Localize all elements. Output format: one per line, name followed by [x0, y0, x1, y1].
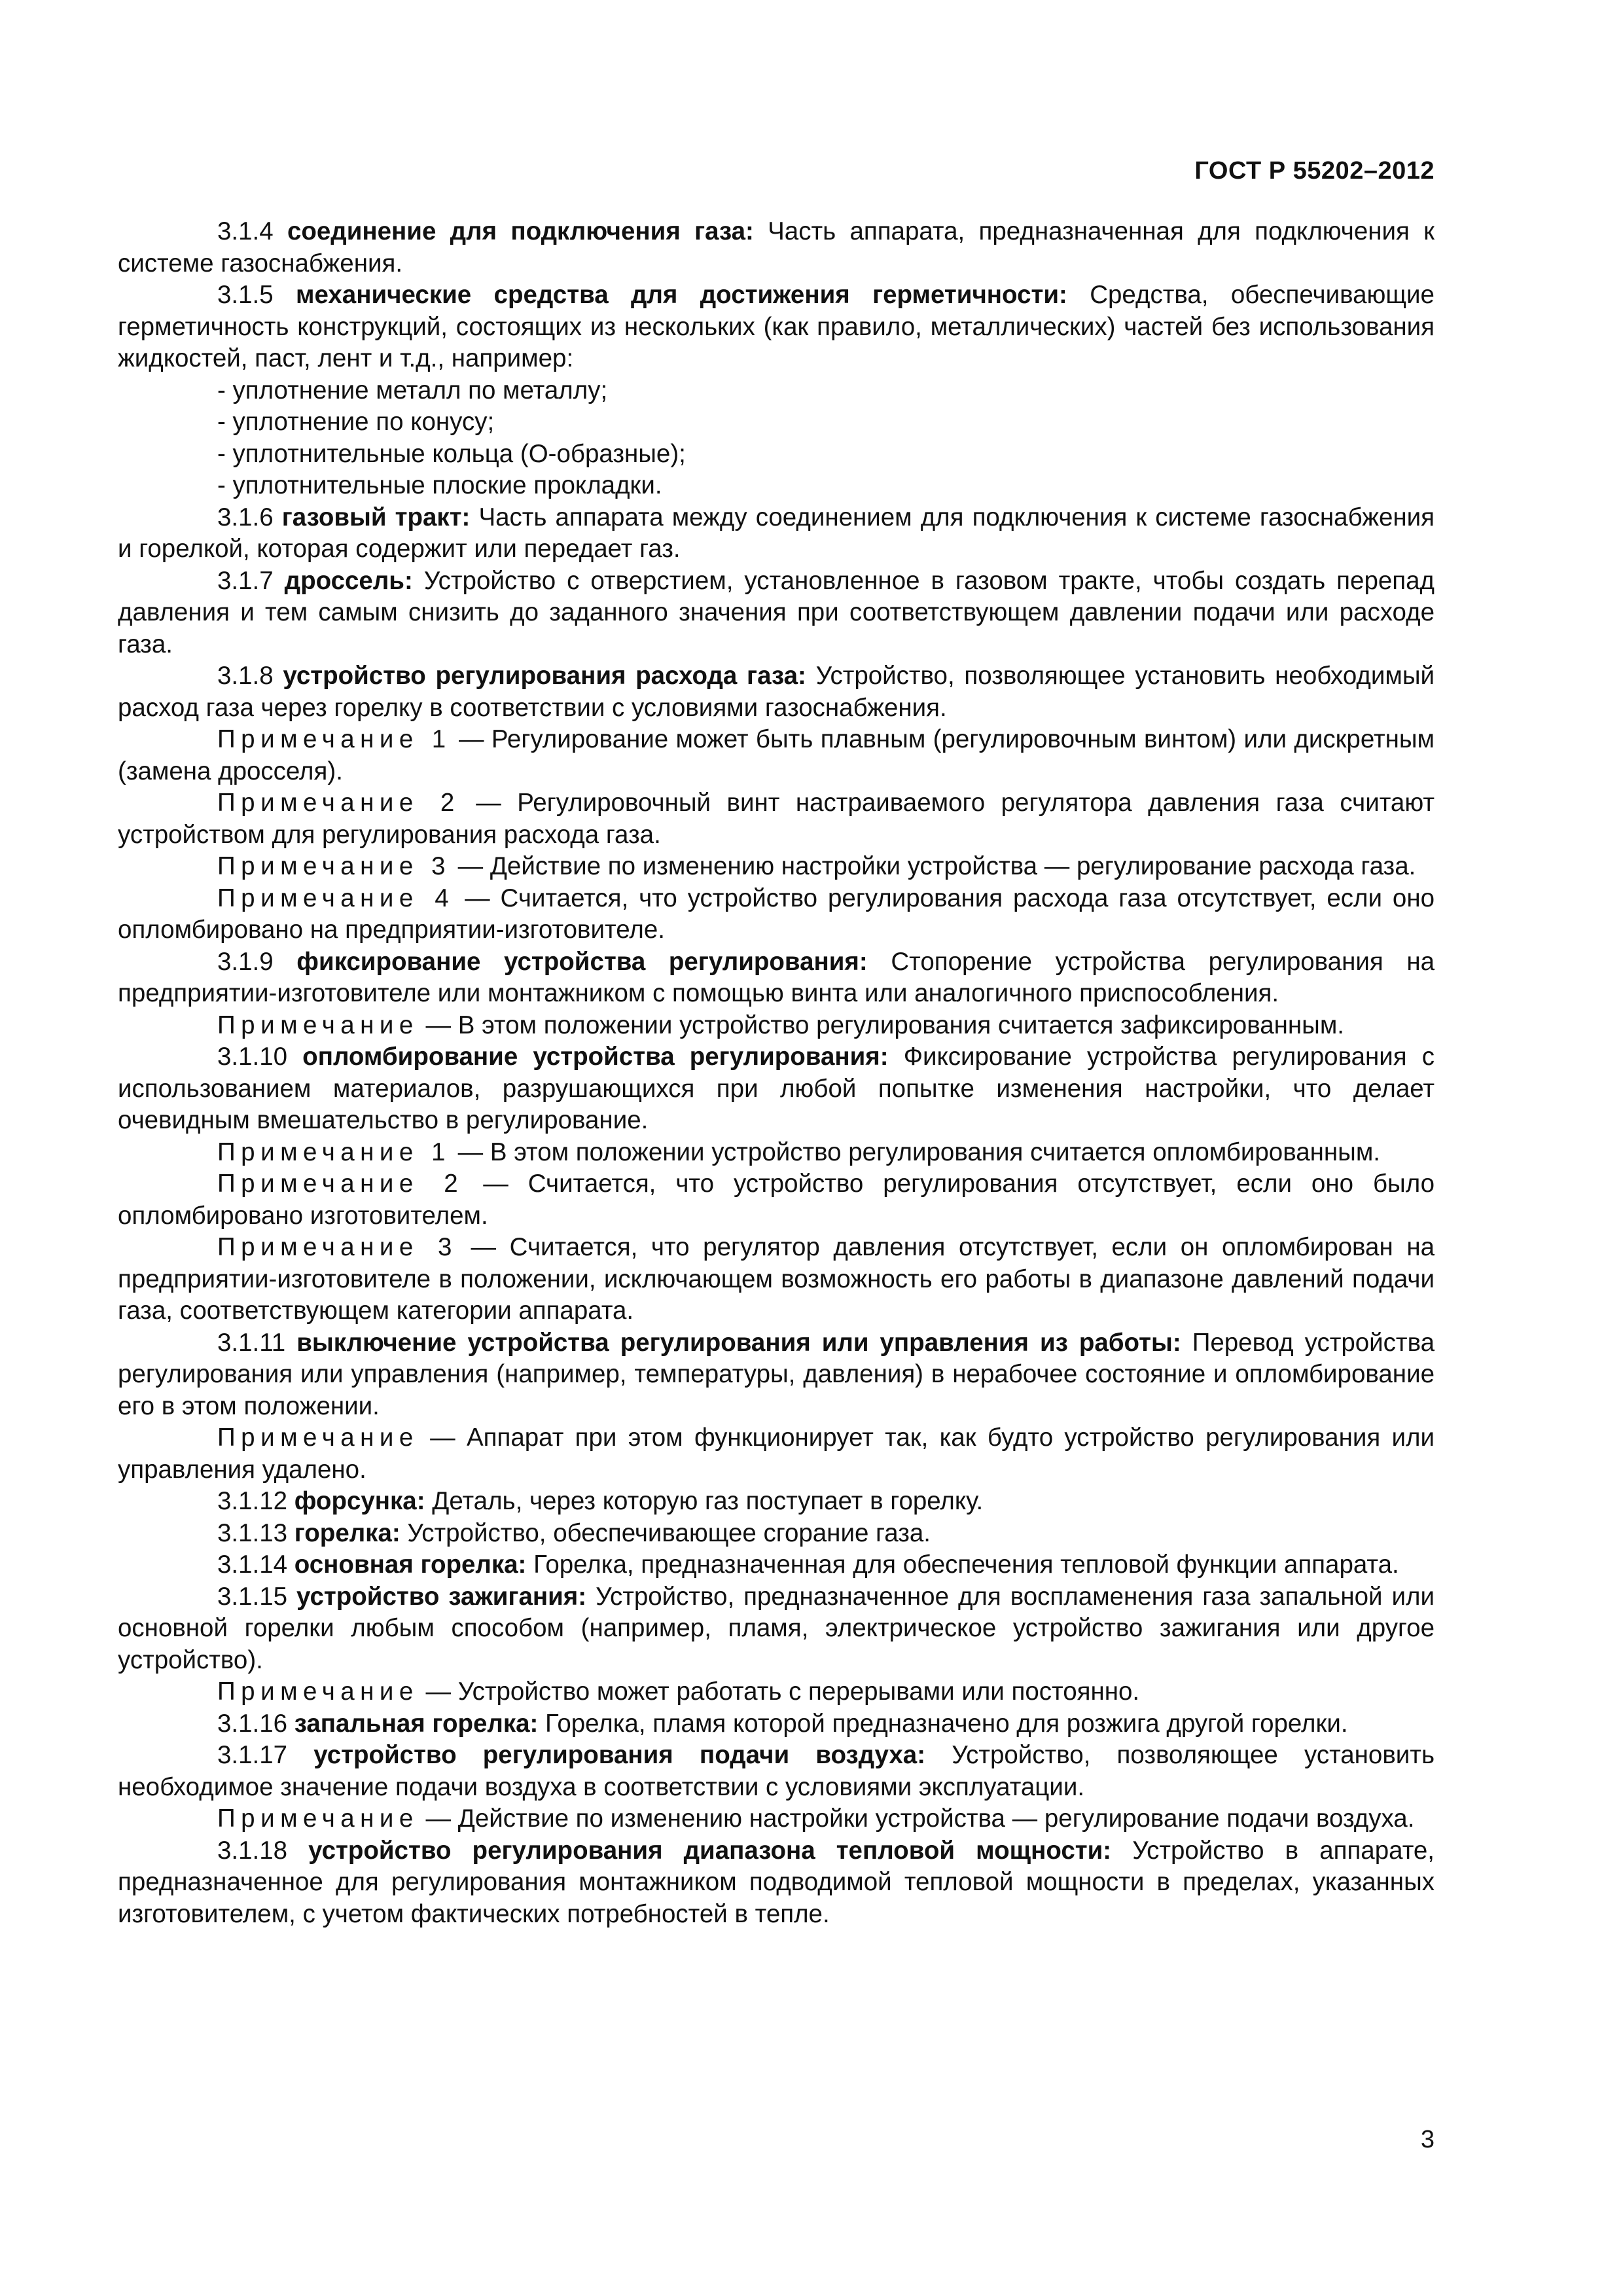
definition-paragraph — [118, 1518, 1435, 1550]
note-text: — Устройство может работать с перерывами или постоянно. — [425, 1677, 1140, 1706]
term: горелка: — [294, 1518, 401, 1547]
note-label: Примечание 1 — [217, 1138, 451, 1166]
note-label: Примечание 1 — [217, 725, 452, 753]
definition-text: Устройство с отверстием, установленное в газовом тракте, чтобы создать перепад давления и тем самым снизить до заданного значения при соответствующем давлении подачи или расходе газа. — [118, 566, 1435, 658]
note-text: — Регулирование может быть плавным (регулировочным винтом) или дискретным (замена дросселя). — [118, 725, 1435, 785]
list-item: - уплотнительные плоские прокладки. — [217, 471, 662, 499]
definition-paragraph — [118, 216, 1435, 279]
document-body — [118, 216, 1435, 1930]
definition-paragraph — [118, 660, 1435, 724]
clause-number: 3.1.8 — [217, 662, 274, 690]
note-paragraph — [118, 1803, 1435, 1835]
definition-text: Фиксирование устройства регулирования с использованием материалов, разрушающихся при любой попытке изменения настройки, что делает очевидным вмешательство в регулирование. — [118, 1043, 1435, 1134]
note-paragraph — [118, 1168, 1435, 1232]
note-text: — Считается, что устройство регулирования расхода газа отсутствует, если оно опломбировано на предприятии-изготовителе. — [118, 884, 1435, 944]
definition-paragraph — [118, 1581, 1435, 1677]
clause-number: 3.1.13 — [217, 1518, 288, 1547]
clause-number: 3.1.17 — [217, 1741, 288, 1769]
clause-number: 3.1.12 — [217, 1487, 288, 1515]
note-label: Примечание 2 — [217, 789, 460, 817]
note-text: — В этом положении устройство регулирования считается опломбированным. — [457, 1138, 1380, 1166]
note-paragraph — [118, 1676, 1435, 1708]
clause-number: 3.1.7 — [217, 566, 274, 595]
definition-paragraph — [118, 1835, 1435, 1931]
definition-paragraph — [118, 1549, 1435, 1581]
clause-number: 3.1.15 — [217, 1582, 288, 1611]
note-paragraph — [118, 787, 1435, 851]
definition-text: Часть аппарата, предназначенная для подключения к системе газоснабжения. — [118, 217, 1435, 278]
standard-header: ГОСТ Р 55202–2012 — [1194, 157, 1435, 185]
note-label: Примечание 3 — [217, 1233, 457, 1261]
definition-paragraph — [118, 1486, 1435, 1518]
note-label: Примечание 2 — [217, 1170, 464, 1198]
note-text: — Аппарат при этом функционирует так, как будто устройство регулирования или управления удалено. — [118, 1424, 1435, 1484]
term: запальная горелка: — [294, 1709, 539, 1738]
definition-paragraph — [118, 946, 1435, 1010]
term: основная горелка: — [294, 1551, 527, 1579]
definition-paragraph — [118, 1041, 1435, 1137]
clause-number: 3.1.10 — [217, 1043, 288, 1071]
note-label: Примечание 4 — [217, 884, 455, 912]
term: устройство зажигания: — [296, 1582, 587, 1611]
definition-paragraph — [118, 502, 1435, 565]
definition-text: Средства, обеспечивающие герметичность конструкций, состоящих из нескольких (как правило, металлических) частей без использования жидкостей, паст, лент и т.д., например: — [118, 281, 1435, 372]
clause-number: 3.1.5 — [217, 281, 274, 309]
term: форсунка: — [294, 1487, 425, 1515]
definition-text: Стопорение устройства регулирования на предприятии-изготовителе или монтажником с помощью винта или аналогичного приспособления. — [118, 947, 1435, 1007]
note-label: Примечание — [217, 1424, 419, 1452]
note-text: — Считается, что регулятор давления отсутствует, если он опломбирован на предприятии-изготовителе в положении, исключающем возможность его работы в диапазоне давлений подачи газа, соответствующем категории аппарата. — [118, 1233, 1435, 1325]
note-label: Примечание — [217, 1804, 419, 1833]
clause-number: 3.1.18 — [217, 1836, 288, 1865]
clause-number: 3.1.9 — [217, 947, 274, 976]
note-text: — Действие по изменению настройки устройства — регулирование расхода газа. — [457, 852, 1416, 880]
clause-number: 3.1.14 — [217, 1551, 288, 1579]
note-paragraph — [118, 1422, 1435, 1486]
term: фиксирование устройства регулирования: — [296, 947, 868, 976]
note-label: Примечание 3 — [217, 852, 451, 880]
definition-paragraph — [118, 565, 1435, 661]
definition-text: Устройство, позволяющее установить необходимое значение подачи воздуха в соответствии с условиями эксплуатации. — [118, 1741, 1435, 1801]
note-paragraph — [118, 724, 1435, 787]
clause-number: 3.1.16 — [217, 1709, 288, 1738]
note-paragraph — [118, 1137, 1435, 1169]
definition-paragraph — [118, 1740, 1435, 1803]
note-text: — В этом положении устройство регулирования считается зафиксированным. — [425, 1011, 1344, 1039]
definition-text: Перевод устройства регулирования или управления (например, температуры, давления) в нерабочее состояние и опломбирование его в этом положении. — [118, 1328, 1435, 1420]
definition-text: Устройство в аппарате, предназначенное для регулирования монтажником подводимой тепловой мощности в пределах, указанных изготовителем, с учетом фактических потребностей в тепле. — [118, 1836, 1435, 1928]
term: устройство регулирования расхода газа: — [283, 662, 806, 690]
page-number: 3 — [1420, 2126, 1435, 2153]
note-label: Примечание — [217, 1011, 419, 1039]
term: выключение устройства регулирования или управления из работы: — [296, 1328, 1181, 1357]
term: опломбирование устройства регулирования: — [302, 1043, 889, 1071]
definition-text: Устройство, предназначенное для воспламенения газа запальной или основной горелки любым способом (например, пламя, электрическое устройство зажигания или другое устройство). — [118, 1582, 1435, 1674]
list-item: - уплотнение металл по металлу; — [217, 376, 608, 404]
clause-number: 3.1.4 — [217, 217, 274, 245]
clause-number: 3.1.11 — [217, 1328, 286, 1357]
definition-text: Часть аппарата между соединением для подключения к системе газоснабжения и горелкой, которая содержит или передает газ. — [118, 503, 1435, 563]
definition-text: Устройство, обеспечивающее сгорание газа. — [407, 1518, 931, 1547]
definition-paragraph — [118, 279, 1435, 375]
note-paragraph — [118, 851, 1435, 883]
definition-paragraph — [118, 1708, 1435, 1740]
clause-number: 3.1.6 — [217, 503, 274, 531]
note-text: — Считается, что устройство регулирования отсутствует, если оно было опломбировано изготовителем. — [118, 1170, 1435, 1230]
term: устройство регулирования диапазона тепловой мощности: — [308, 1836, 1112, 1865]
term: устройство регулирования подачи воздуха: — [313, 1741, 926, 1769]
note-paragraph — [118, 1010, 1435, 1042]
term: газовый тракт: — [281, 503, 471, 531]
list-item: - уплотнение по конусу; — [217, 408, 495, 436]
list-item: - уплотнительные кольца (О-образные); — [217, 439, 686, 468]
definition-text: Деталь, через которую газ поступает в горелку. — [432, 1487, 984, 1515]
term: дроссель: — [284, 566, 413, 595]
note-paragraph — [118, 1232, 1435, 1327]
term: соединение для подключения газа: — [287, 217, 754, 245]
note-label: Примечание — [217, 1677, 419, 1706]
term: механические средства для достижения герметичности: — [296, 281, 1067, 309]
note-text: — Регулировочный винт настраиваемого регулятора давления газа считают устройством для регулирования расхода газа. — [118, 789, 1435, 849]
definition-text: Горелка, пламя которой предназначено для розжига другой горелки. — [545, 1709, 1348, 1738]
definition-text: Горелка, предназначенная для обеспечения тепловой функции аппарата. — [533, 1551, 1399, 1579]
note-paragraph — [118, 883, 1435, 946]
definition-paragraph — [118, 1327, 1435, 1423]
note-text: — Действие по изменению настройки устройства — регулирование подачи воздуха. — [425, 1804, 1415, 1833]
definition-text: Устройство, позволяющее установить необходимый расход газа через горелку в соответствии с условиями газоснабжения. — [118, 662, 1435, 722]
